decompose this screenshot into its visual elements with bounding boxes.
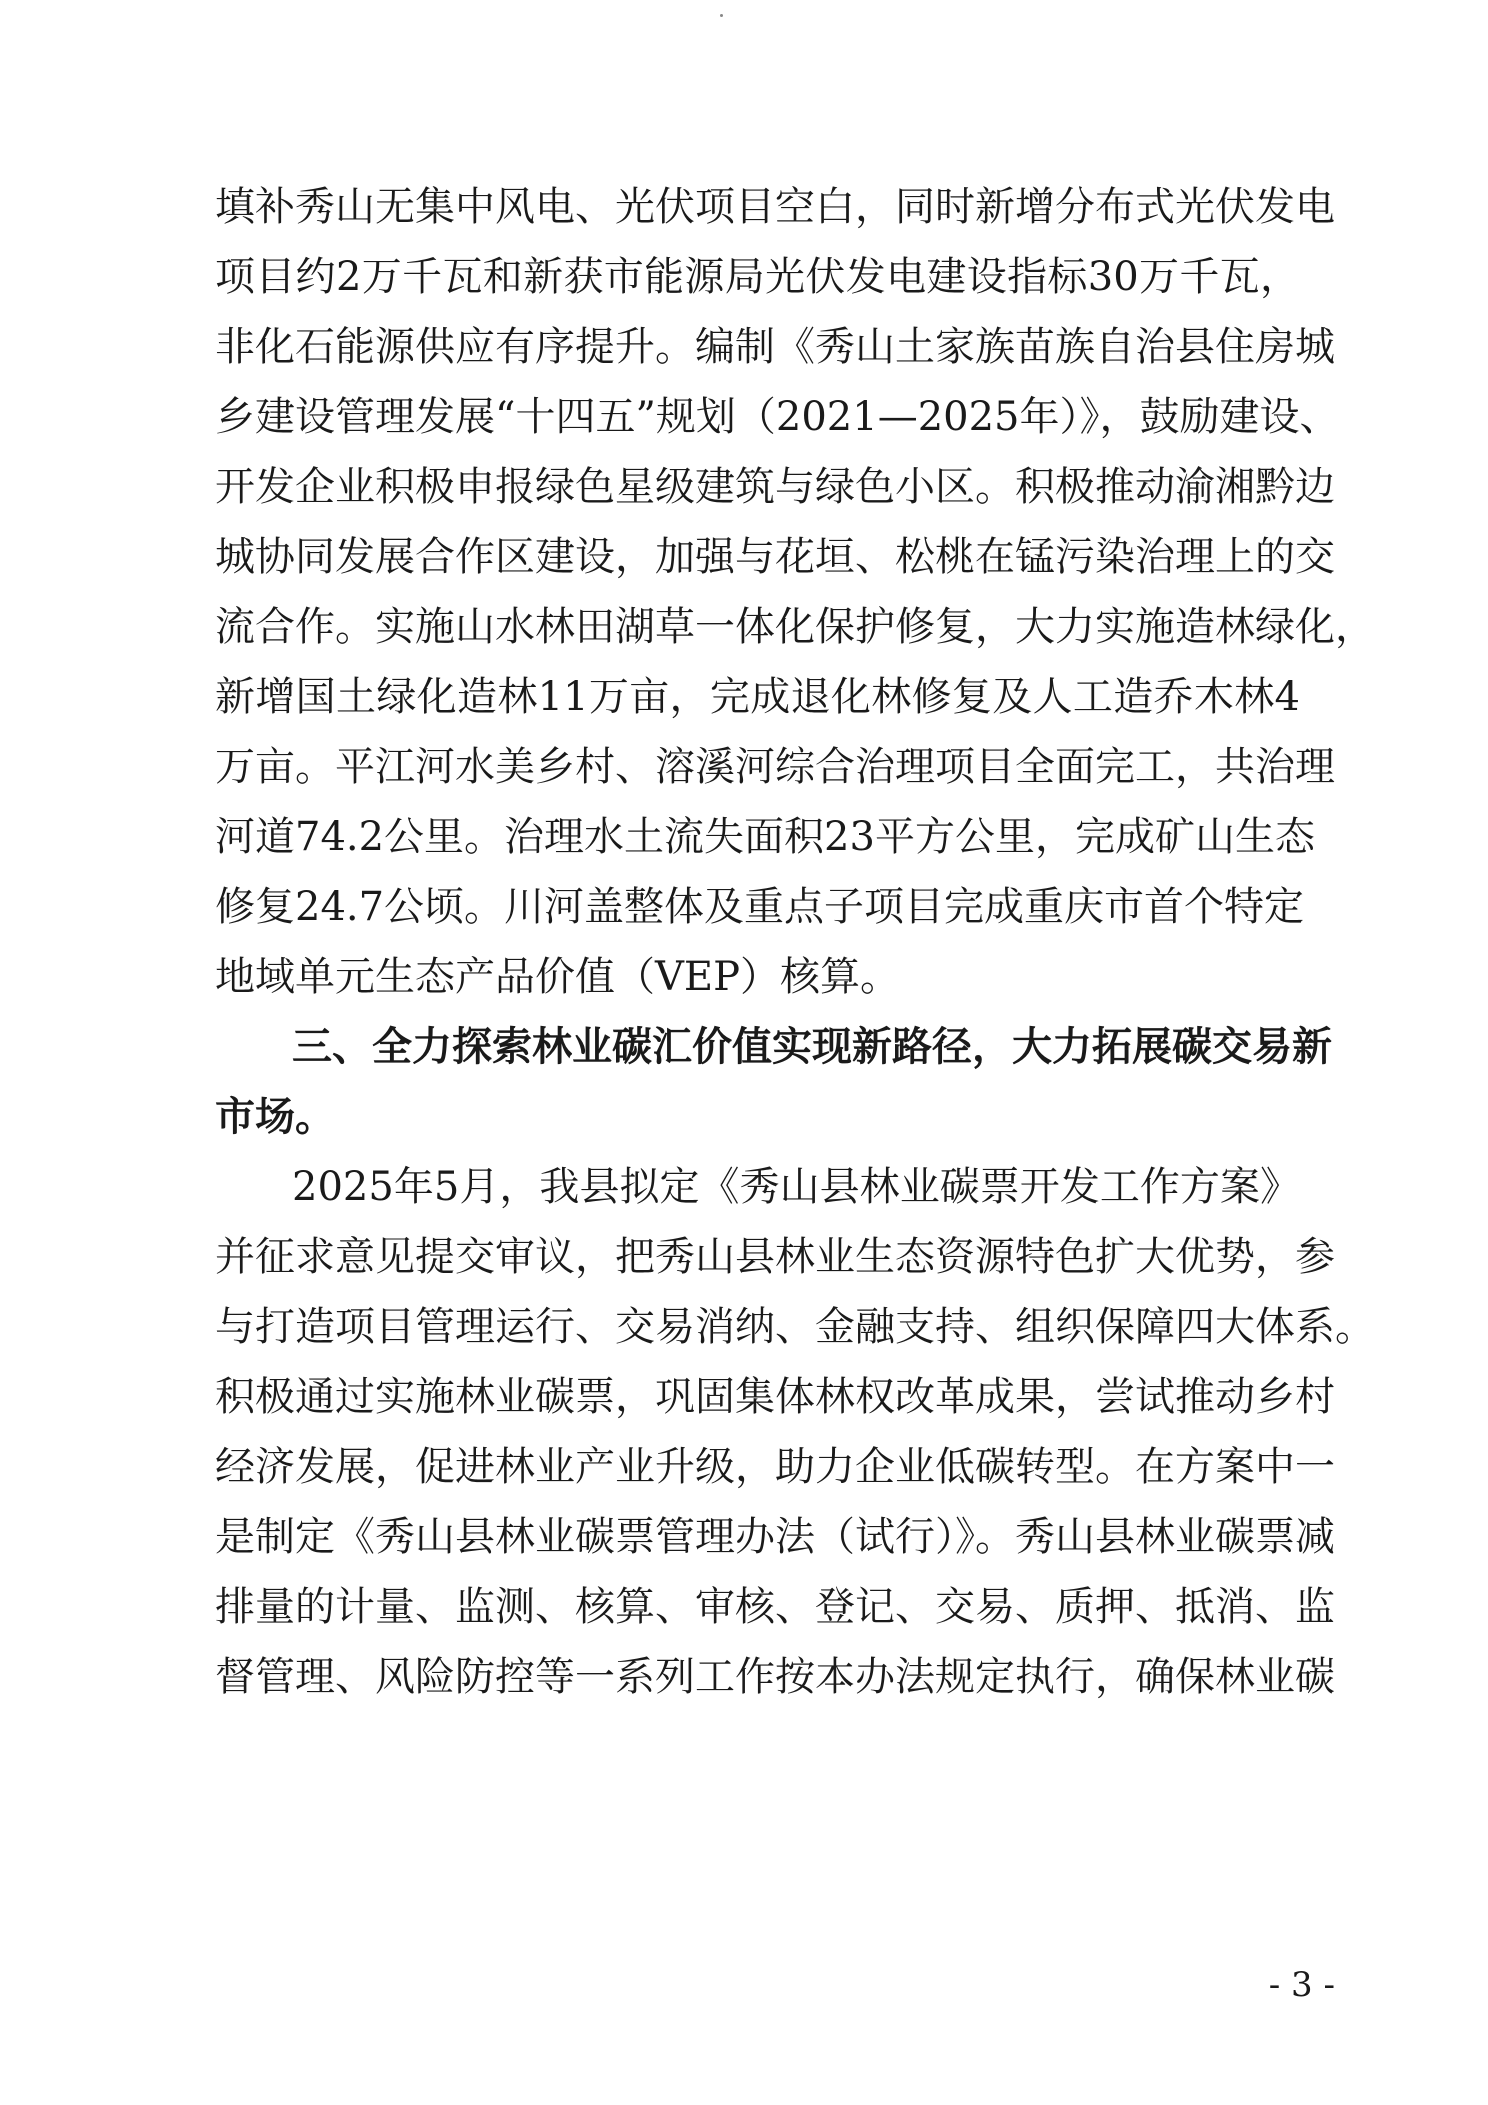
text-line: 排量的计量、监测、核算、审核、登记、交易、质押、抵消、监 xyxy=(215,1584,1335,1630)
scan-speck xyxy=(720,14,723,17)
text-line: 地域单元生态产品价值（VEP）核算。 xyxy=(215,954,900,1000)
text-line: 经济发展，促进林业产业升级，助力企业低碳转型。在方案中一 xyxy=(215,1444,1335,1490)
text-line: 开发企业积极申报绿色星级建筑与绿色小区。积极推动渝湘黔边 xyxy=(215,464,1335,510)
text-line: 项目约2万千瓦和新获市能源局光伏发电建设指标30万千瓦， xyxy=(215,254,1300,300)
text-line: 城协同发展合作区建设，加强与花垣、松桃在锰污染治理上的交 xyxy=(215,534,1335,580)
page-number: - 3 - xyxy=(1268,1965,1335,2005)
text-line: 万亩。平江河水美乡村、溶溪河综合治理项目全面完工，共治理 xyxy=(215,744,1335,790)
text-line: 与打造项目管理运行、交易消纳、金融支持、组织保障四大体系。 xyxy=(215,1304,1375,1350)
text-line: 积极通过实施林业碳票，巩固集体林权改革成果，尝试推动乡村 xyxy=(215,1374,1335,1420)
text-line: 河道74.2公里。治理水土流失面积23平方公里，完成矿山生态 xyxy=(215,814,1315,860)
text-line: 督管理、风险防控等一系列工作按本办法规定执行，确保林业碳 xyxy=(215,1654,1335,1700)
text-line: 修复24.7公顷。川河盖整体及重点子项目完成重庆市首个特定 xyxy=(215,884,1305,930)
text-line: 是制定《秀山县林业碳票管理办法（试行）》。秀山县林业碳票减 xyxy=(215,1514,1335,1560)
heading-line: 市场。 xyxy=(215,1094,335,1140)
text-line: 并征求意见提交审议，把秀山县林业生态资源特色扩大优势，参 xyxy=(215,1234,1335,1280)
heading-line: 三、全力探索林业碳汇价值实现新路径，大力拓展碳交易新 xyxy=(292,1024,1332,1070)
text-line: 2025年5月，我县拟定《秀山县林业碳票开发工作方案》 xyxy=(292,1164,1300,1210)
text-line: 乡建设管理发展“十四五”规划（2021—2025年）》，鼓励建设、 xyxy=(215,394,1340,440)
text-line: 新增国土绿化造林11万亩，完成退化林修复及人工造乔木林4 xyxy=(215,674,1300,720)
text-line: 流合作。实施山水林田湖草一体化保护修复，大力实施造林绿化， xyxy=(215,604,1375,650)
text-line: 非化石能源供应有序提升。编制《秀山土家族苗族自治县住房城 xyxy=(215,324,1335,370)
text-line: 填补秀山无集中风电、光伏项目空白，同时新增分布式光伏发电 xyxy=(215,184,1335,230)
